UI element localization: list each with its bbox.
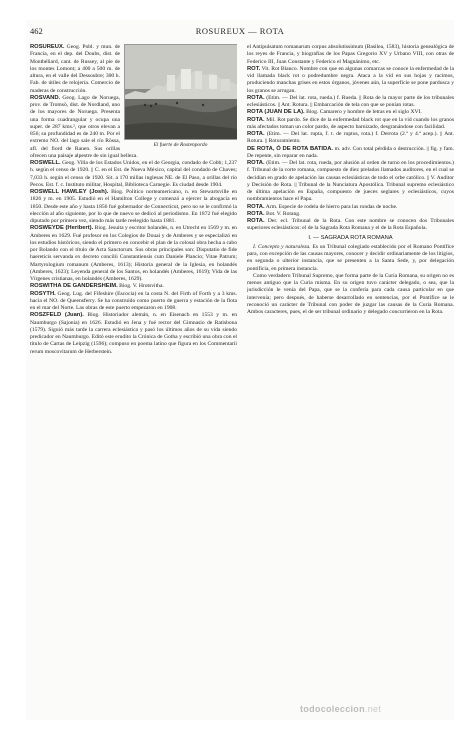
entry-continuation — [247, 44, 454, 66]
entry-roswell — [30, 160, 237, 189]
headword: ROTA. — [247, 116, 265, 123]
entry-text: (Etim. — Del lat. rota, rueda, por alusión al orden de turno en los procedimientos.) f. Tribunal de la corte romana, compuesto de diez prelados llamados auditores, en el cual se decidían en grado de apelación las causas eclesiásticas de todo el orbe católico. || V. Auditor y Decisión de Rota. || Tribunal de la Nunciatura Apostólica. Tribunal supremo eclesiástico de última apelación en España, compuesto de jueces seglares y eclesiásticos, cuyos nombramientos hace el Papa. — [247, 160, 454, 203]
headword: ROSWELL. — [30, 160, 61, 166]
entry-text: Biog. Camarero y hombre de letras en el siglo XVI. — [306, 109, 422, 116]
entry-rota-2 — [247, 117, 454, 132]
headword: ROSWEYDE (Heribert). — [30, 225, 94, 232]
headword: DE ROTA, Ó DE ROTA BATIDA. — [247, 145, 334, 152]
entry-rota-4 — [247, 160, 454, 204]
entry-text: m. adv. Con total pérdida o destrucción. || fig. y fam. De repente, sin reparar en nada. — [247, 145, 454, 159]
figure — [124, 44, 237, 149]
entry-rota-3 — [247, 131, 454, 146]
entry-text: el Antipulsatum romanarum corpus absolutissimum (Basilea, 1583), historia genealógica de los reyes de Francia, y biografías de los Papas Gregorio XV y Urbano VIII, con otras de Federico III, Juan Constante y Federico el Magnánimo, etc. — [247, 44, 454, 65]
entry-text: Como verdadero Tribunal Supremo, que forma parte de la Curia Romana, su origen no es menos antiguo que la Curia misma. En su origen tuvo carácter delegado, o sea, que la jurisdicción le venía del Papa, que se la confería para cada causa particular en que intervenía; pero después, de haberse desarrollado en sentencias, por el Pontífice se le reconoció un carácter de Tribunal con poder de juzgar las causas de la Curia Romana. Ambos caracteres, pues, el de ser tribunal ordinario y delegado concurrieron en la Rota. — [247, 272, 454, 315]
entry-text: Geog. Lug. del Fifeshire (Escocia) en la costa N. del Firth of Forth y a 3 kms. hacia el NO. de Queensferry. Se ha construido como puerto de guerra y estación de la flota en el mar del Norte. Las obras de este puerto empezaron en 1908. — [30, 290, 237, 311]
entry-roswell-hawley — [30, 189, 237, 225]
entry-text: Geog. Lago de Noruega, prov. de Tromsö, dist. de Nordland, uno de los mayores de Noruega. Presenta una forma cuadrangular y ocupa una super. de 287 kms.², que otros elevan a 856; su profundidad es de 240 m. Por el extremo NO. del lago sale el río Rössa, afl. del fiord de Ranen. Sus orillas ofrecen una paisaje alpestre de sin igual belleza. — [30, 94, 138, 159]
entry-text: Mil. Rot pardo. Se dice de la enfermedad black rot que en la vid cuando los granos más afectados toman un color pardo, de aspecto barnizado, desgranándose con facilidad. — [247, 116, 454, 130]
headword: ROSYTH. — [30, 290, 56, 297]
headword: ROSUREUX. — [30, 44, 65, 50]
entry-rosweyde — [30, 225, 237, 283]
headword: ROSVAND. — [30, 94, 61, 101]
entry-rot — [247, 66, 454, 95]
entry-text: Geog. Villa de los Estados Unidos, en el de Georgia, condado de Cobb; 1,237 h. según el censo de 1920. || C. en el Est. de Nueva México, capital del condado de Chaves; 7,033 h. según el censo de 1920. Sit. a 170 millas inglesas NE. de El Paso, a orillas del río Pecos. Est. f. c. Instituto militar, Hospital, Biblioteca Carnegie. Es ciudad desde 1904. — [30, 160, 237, 188]
encyclopedia-page — [26, 20, 454, 720]
watermark-suffix: .net — [364, 704, 382, 714]
entry-rota-arm — [247, 204, 454, 211]
entry-text: Vit. Rot Blanco. Nombre con que en algunas comarcas se conoce la enfermedad de la vid llamada black rot o podredumbre negra. Ataca a la vid en sus hojas y racimos, produciendo manchas grises en estos órganos, jóvenes aún, la superficie se pone pardusca y los granos se arrugan. — [247, 65, 454, 94]
entry-paragraph — [247, 273, 454, 317]
entry-rosyth — [30, 291, 237, 313]
headword: ROTA. — [247, 210, 265, 217]
entry-text: Bot. V. Rotang. — [266, 210, 301, 217]
entry-de-rota — [247, 146, 454, 161]
entry-text: Der. ecl. Tribunal de la Rota. Con este nombre se conocen dos Tribunales superiores eclesiásticos: el de la Sagrada Rota Romana y el de la Rota Española. — [247, 218, 454, 232]
headword: ROTA. — [247, 94, 265, 101]
entry-text: Biog. Historiador alemán, n. en Eisenach en 1553 y m. en Naumburgo (Sajonia) en 1626. Estudió en Jena y fué rector del Gimnasio de Ratisbona (1579). Siguió más tarde la carrera eclesiástica y pasó los últimos años de su vida siendo predicador en Naumburgo. Editó este erudito la Crónica de Gotha y escribió una obra con el título de Cartas de Leipzig (1596); compuso en poema latino que figura en los Commentarii rerum moscovitarum de Herberstein. — [30, 312, 237, 355]
entry-roswitha — [30, 283, 237, 290]
right-column — [247, 44, 454, 716]
headword: ROTA. — [247, 160, 265, 166]
entry-roszfeld — [30, 312, 237, 356]
headword: ROSWELL HAWLEY (Josh). — [30, 189, 109, 195]
entry-text: Biog. Jesuita y escritor holandés, n. en Utrecht en 1569 y m. en Amberes en 1629. Fué profesor en los Colegios de Douai y de Amberes y se especializó en los estudios históricos, siendo el primero en concebir el plan de la colosal obra hecha a cabo por Bolando con el título de Acta Sanctorum. Sus obras principales son: Disputatio de fide haereticis servanda ex decreto concilii Constantiensis cum Daniele Plancio; Vitae Patrum; Martyrologium romanum (Amberes, 1613); Historia general de la Iglesia, en holandés (Amberes, 1623); Leyenda general de los Santos, en holandés (Amberes, 1619); Vida de las Vírgenes cristianas, en holandés (Amberes, 1629). — [30, 225, 237, 282]
entry-rota-juan — [247, 109, 454, 116]
watermark — [300, 704, 381, 714]
entry-text: Biog. V. Hrotsvitha. — [119, 283, 164, 290]
page-header — [26, 26, 454, 38]
entry-text: (Etim. — Del lat. rota, rueda.) f. Rueda. || Rota de la mayor parte de los tribunales eclesiásticos. || Ant. Rotura. || Embarcación de tela con que se ponían rotas. — [247, 94, 454, 108]
headword: ROTA (JUAN DE LA). — [247, 109, 305, 116]
entry-text: Es un Tribunal colegiado establecido por el Romano Pontífice para, con excepción de las causas mayores, conocer y decidir ordinariamente de los litigios, en segunda o ulterior instancia, que se presenten a la Santa Sede, y, por delegación pontificia, en primera instancia. — [247, 243, 454, 272]
fort-illustration — [125, 45, 237, 139]
entry-text: Biog. Político norteamericano, n. en Stewartsville en 1826 y m. en 1905. Estudió en el Hamilton College y comenzó a ejercer la abogacía en 1850. Desde este año y hasta 1856 fué gobernador de Connecticut, pero no se le confirmó la elección al año siguiente, por lo que de nuevo se dedicó al periodismo. En 1872 fué elegido diputado por primera vez, siendo más tarde reelegido hasta 1881. — [30, 189, 237, 224]
entry-rota-der — [247, 218, 454, 233]
headword: ROTA. — [247, 218, 265, 224]
fort-photo — [124, 44, 237, 140]
page-number: 462 — [30, 26, 43, 36]
entry-text: Arm. Especie de rodela de hierro para las rondas de noche. — [265, 203, 398, 210]
subheading: I. Concepto y naturaleza. — [253, 243, 311, 250]
headword: ROSZFELD (Juan). — [30, 312, 84, 319]
section-heading: I. — SAGRADA ROTA ROMANA — [308, 234, 393, 241]
headword: ROTA. — [247, 131, 265, 137]
headword: ROT. — [247, 65, 261, 72]
figure-caption: El fuerte de Rostenpordo — [153, 142, 208, 148]
entry-text: (Etim. — Del lat. rupta, f. t. de ruptus, rota.) f. Derrota (2.ª y 4.ª acep.). || Ant. Rotura. || Roturamiento. — [247, 131, 454, 145]
entry-concepto — [247, 244, 454, 273]
watermark-brand: todocoleccion — [300, 704, 365, 714]
entry-text: Geog. Pobl. y mun. de Francia, en el dep. del Doubs, dist. de Montbéliard, cant. de Russey, al pie de los montes Lomont; a 400 a 500 m. de altura, en el valle del Dessoubre; 300 h. Fab. de útiles de relojería. Comercio de maderas de construcción. — [30, 44, 120, 94]
entry-rota-bot — [247, 211, 454, 218]
left-column — [30, 44, 237, 716]
headword: ROTA. — [247, 203, 265, 210]
entry-rota-1 — [247, 95, 454, 110]
running-title: ROSUREUX — ROTA — [195, 26, 285, 36]
headword: ROSWITHA DE GANDERSHEIM. — [30, 283, 118, 290]
